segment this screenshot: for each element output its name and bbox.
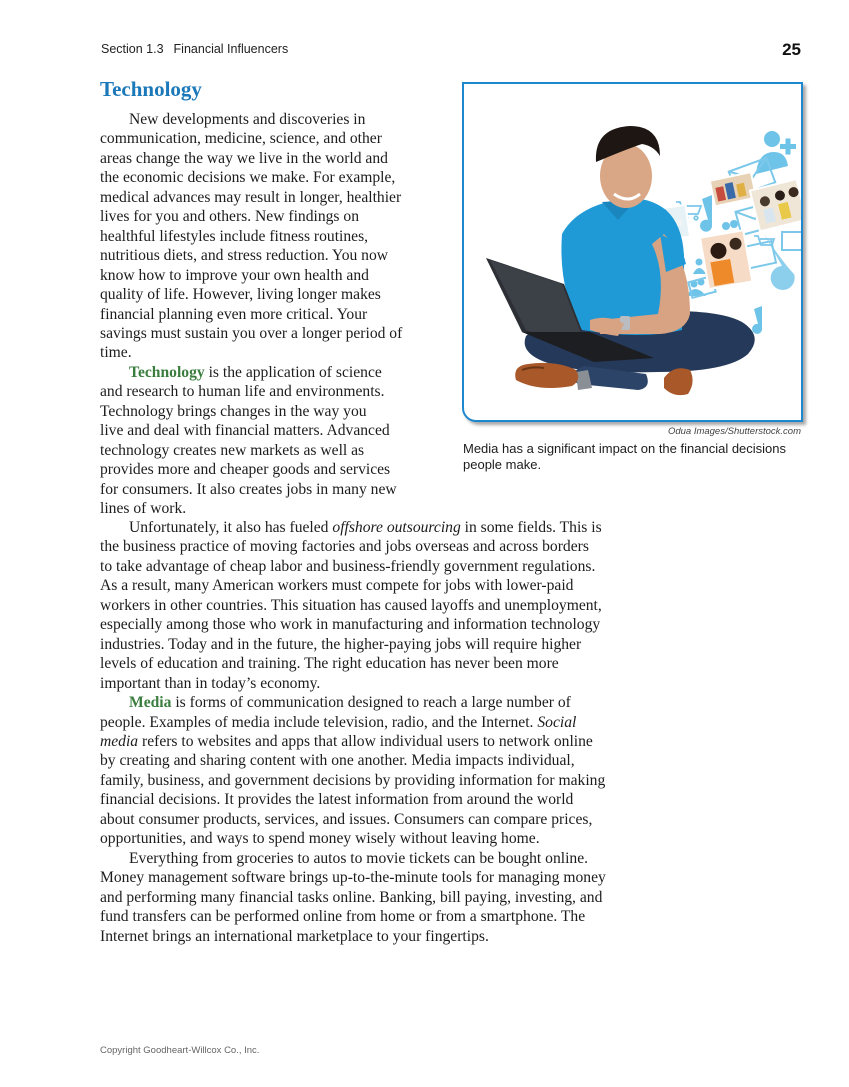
- text-line: Internet brings an international marketplace to your fingertips.: [100, 927, 489, 945]
- text-line: family, business, and government decisions by providing information for making: [100, 771, 606, 789]
- section-label: Section 1.3: [101, 42, 164, 56]
- text-line: the economic decisions we make. For example,: [100, 169, 396, 187]
- italic-term-offshore-outsourcing: offshore outsourcing: [332, 519, 461, 536]
- text-line: to take advantage of cheap labor and business-friendly government regulations.: [100, 557, 596, 575]
- text-line: about consumer products, services, and issues. Consumers can compare prices,: [100, 810, 593, 828]
- text-line: for consumers. It also creates jobs in many new: [100, 480, 397, 498]
- text-line: by creating and sharing content with one another. Media impacts individual,: [100, 752, 575, 770]
- text-line: communication, medicine, science, and other: [100, 130, 382, 148]
- text-line: Money management software brings up-to-the-minute tools for managing money: [100, 869, 606, 887]
- key-term-media: Media: [129, 694, 172, 712]
- paragraph-outsourcing: Unfortunately, it also has fueled offshore outsourcing in some fields. This is the business practice of moving factories and jobs overseas and across borders to take advantage of cheap labor and business-friendly government regulations. As a result, many American workers must compete for jobs with lower-paid workers in other countries. This situation has caused layoffs and unemployment, especially among those who work in manufacturing and information technology industries. Today and in the future, the higher-paying jobs will require higher levels of education and training. The right education has never been more important than in today’s economy.: [100, 518, 660, 693]
- text-line: nutritious diets, and stress reduction. You now: [100, 247, 389, 265]
- text-line: time.: [100, 344, 132, 362]
- text-line: industries. Today and in the future, the higher-paying jobs will require higher: [100, 635, 582, 653]
- figure-photo: [462, 82, 803, 422]
- paragraph-health: [100, 110, 436, 363]
- italic-term-social-media-cont: media: [100, 732, 139, 750]
- key-term-technology: Technology: [129, 363, 205, 381]
- text-line: the business practice of moving factories and jobs overseas and across borders: [100, 538, 589, 556]
- text-line: levels of education and training. The right education has never been more: [100, 655, 559, 673]
- figure-caption: Media has a significant impact on the financial decisions people make.: [463, 441, 787, 472]
- text-line: lines of work.: [100, 500, 187, 518]
- text-line: financial planning even more critical. Your: [100, 305, 368, 323]
- photo-credit: Odua Images/Shutterstock.com: [667, 426, 801, 437]
- text-line: New developments and discoveries in: [129, 111, 366, 128]
- text-line: important than in today’s economy.: [100, 674, 321, 692]
- text-line: and research to human life and environments.: [100, 383, 385, 401]
- text-line: live and deal with financial matters. Advanced: [100, 422, 390, 440]
- page-number: 25: [782, 40, 801, 59]
- running-head: [101, 42, 288, 56]
- text-line: fund transfers can be performed online from home or from a smartphone. The: [100, 908, 586, 926]
- text-line: As a result, many American workers must compete for jobs with lower-paid: [100, 577, 574, 595]
- text-line: provides more and cheaper goods and services: [100, 461, 391, 479]
- paragraph-media-definition: Media is forms of communication designed to reach a large number of people. Examples of media include television, radio, and the Internet. Social media refers to websites and apps that allow individual users to network online by creating and sharing content with one another. Media impacts individual, family, business, and government decisions by providing information for making financial decisions. It provides the latest information from around the world about consumer products, services, and issues. Consumers can compare prices, opportunities, and ways to spend money wisely without leaving home.: [100, 693, 660, 849]
- paragraph-online-shopping: Everything from groceries to autos to movie tickets can be bought online. Money management software brings up-to-the-minute tools for managing money and performing many financial tasks online. Banking, bill paying, investing, and fund transfers can be performed online from home or from a smartphone. The Internet brings an international marketplace to your fingertips.: [100, 849, 660, 946]
- text-line: savings must sustain you over a longer period of: [100, 324, 403, 342]
- music-note-icon: [752, 306, 762, 334]
- section-title: Financial Influencers: [173, 42, 289, 56]
- italic-term-social-media: Social: [537, 713, 577, 731]
- text-line: know how to improve your own health and: [100, 266, 369, 284]
- narrow-column: [100, 110, 436, 519]
- paragraph-technology-definition: Technology is the application of science and research to human life and environments. Technology brings changes in the way you live and deal with financial matters. Advanced technology creates new markets as well as provides more and cheaper goods and services for consumers. It also creates jobs in many new lines of work.: [100, 363, 436, 519]
- text-line: opportunities, and ways to spend money wisely without leaving home.: [100, 830, 540, 848]
- text-line: areas change the way we live in the world and: [100, 149, 388, 167]
- copyright-footer: Copyright Goodheart-Willcox Co., Inc.: [100, 1045, 260, 1056]
- wide-column: [100, 518, 660, 946]
- text-line: Technology brings changes in the way you: [100, 402, 367, 420]
- section-heading: Technology: [100, 77, 202, 101]
- text-line: and performing many financial tasks online. Banking, bill paying, investing, and: [100, 888, 603, 906]
- text-line: financial decisions. It provides the latest information from around the world: [100, 791, 574, 809]
- text-line: healthful lifestyles include fitness routines,: [100, 227, 369, 245]
- text-line: workers in other countries. This situation has caused layoffs and unemployment,: [100, 596, 602, 614]
- man-with-laptop-illustration: [464, 84, 801, 420]
- music-note-icon: [700, 195, 712, 232]
- text-line: especially among those who work in manufacturing and information technology: [100, 616, 601, 634]
- text-line: lives for you and others. New findings on: [100, 208, 359, 226]
- text-line: quality of life. However, living longer makes: [100, 286, 381, 304]
- user-icon: [764, 131, 780, 147]
- text-line: medical advances may result in longer, healthier: [100, 188, 402, 206]
- text-line: technology creates new markets as well as: [100, 441, 365, 459]
